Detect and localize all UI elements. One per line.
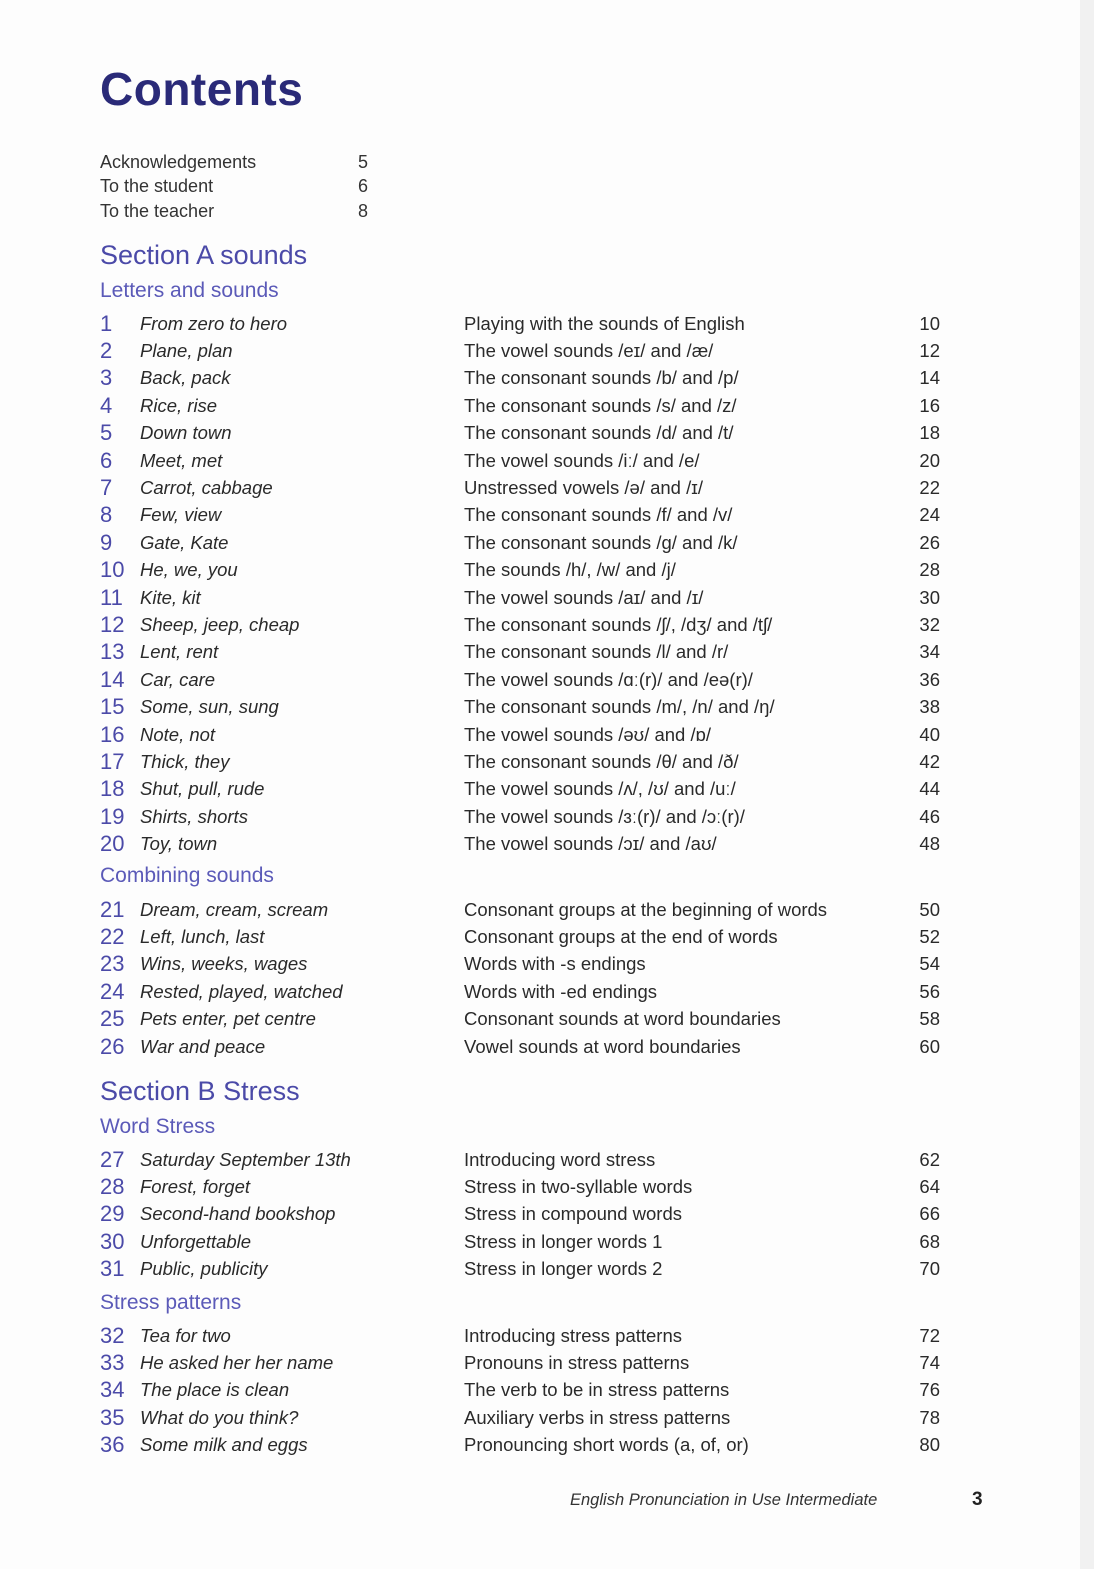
front-matter-page: 5 [358, 151, 369, 172]
unit-number: 22 [100, 924, 125, 950]
unit-description: Words with -s endings [464, 953, 646, 975]
unit-number: 30 [100, 1228, 125, 1254]
unit-number: 33 [100, 1350, 125, 1376]
group-title: Stress patterns [100, 1291, 242, 1314]
unit-page: 68 [919, 1230, 940, 1252]
unit-title: Plane, plan [140, 340, 233, 362]
unit-page: 16 [919, 394, 940, 416]
unit-title: Note, not [140, 723, 216, 745]
unit-number: 15 [100, 694, 125, 720]
unit-page: 74 [919, 1352, 940, 1374]
unit-page: 34 [919, 641, 940, 663]
unit-title: From zero to hero [140, 312, 288, 334]
unit-page: 40 [919, 723, 940, 745]
unit-title: Back, pack [140, 367, 231, 389]
unit-page: 30 [919, 586, 940, 608]
unit-row[interactable] [100, 831, 940, 858]
unit-description: Words with -ed endings [464, 980, 657, 1002]
unit-number: 25 [100, 1006, 125, 1032]
unit-title: Wins, weeks, wages [140, 953, 308, 975]
unit-title: War and peace [140, 1035, 266, 1057]
unit-title: Unforgettable [140, 1230, 252, 1252]
unit-number: 7 [100, 475, 113, 501]
unit-number: 21 [100, 896, 125, 922]
unit-row[interactable] [100, 310, 940, 337]
unit-title: Kite, kit [140, 586, 201, 608]
unit-title: Meet, met [140, 449, 223, 471]
unit-description: Playing with the sounds of English [464, 312, 745, 334]
unit-title: Shut, pull, rude [140, 778, 265, 800]
unit-row[interactable] [100, 1377, 940, 1404]
unit-title: Lent, rent [140, 641, 219, 663]
front-matter-item[interactable] [100, 199, 378, 224]
unit-page: 50 [919, 898, 940, 920]
unit-description: Stress in longer words 1 [464, 1230, 663, 1252]
unit-title: Pets enter, pet centre [140, 1008, 316, 1030]
unit-title: Left, lunch, last [140, 926, 265, 948]
unit-row[interactable] [100, 694, 940, 721]
front-matter-label: To the student [100, 176, 214, 197]
unit-number: 28 [100, 1174, 125, 1200]
unit-page: 10 [919, 312, 940, 334]
group-title: Word Stress [100, 1115, 216, 1138]
page-edge [1080, 0, 1094, 1569]
unit-description: The consonant sounds /m/, /n/ and /ŋ/ [464, 696, 775, 718]
unit-title: Rice, rise [140, 394, 218, 416]
group-title: Letters and sounds [100, 279, 279, 302]
footer-page-number: 3 [972, 1489, 983, 1510]
front-matter-page: 6 [358, 176, 369, 197]
unit-row[interactable] [100, 1201, 940, 1228]
unit-number: 3 [100, 365, 113, 391]
front-matter-list [100, 150, 378, 224]
unit-page: 38 [919, 696, 940, 718]
unit-row[interactable] [100, 584, 940, 611]
front-matter-item[interactable] [100, 150, 378, 175]
unit-row[interactable] [100, 529, 940, 556]
unit-number: 5 [100, 420, 113, 446]
unit-title: Thick, they [140, 751, 230, 773]
front-matter-item[interactable] [100, 175, 378, 200]
unit-title: Tea for two [140, 1324, 231, 1346]
unit-description: Unstressed vowels /ə/ and /ɪ/ [464, 477, 703, 499]
unit-row[interactable] [100, 896, 940, 923]
unit-description: Stress in longer words 2 [464, 1258, 663, 1280]
unit-description: Introducing stress patterns [464, 1324, 682, 1346]
unit-description: The vowel sounds /əʊ/ and /ɒ/ [464, 723, 712, 745]
unit-number: 19 [100, 803, 125, 829]
unit-number: 9 [100, 529, 113, 555]
unit-page: 12 [919, 340, 940, 362]
front-matter-page: 8 [358, 200, 369, 221]
unit-description: The consonant sounds /s/ and /z/ [464, 394, 737, 416]
unit-row[interactable] [100, 337, 940, 364]
unit-number: 18 [100, 776, 125, 802]
unit-page: 70 [919, 1258, 940, 1280]
unit-page: 66 [919, 1203, 940, 1225]
unit-page: 32 [919, 614, 940, 636]
unit-number: 32 [100, 1322, 125, 1348]
unit-row[interactable] [100, 1033, 940, 1060]
unit-title: He, we, you [140, 559, 238, 581]
unit-number: 26 [100, 1033, 125, 1059]
unit-number: 11 [100, 584, 123, 610]
unit-page: 80 [919, 1434, 940, 1456]
unit-page: 62 [919, 1148, 940, 1170]
unit-number: 17 [100, 749, 125, 775]
unit-page: 78 [919, 1406, 940, 1428]
unit-description: Stress in compound words [464, 1203, 682, 1225]
unit-title: Down town [140, 422, 232, 444]
unit-description: The consonant sounds /g/ and /k/ [464, 531, 738, 553]
unit-title: Gate, Kate [140, 531, 229, 553]
unit-page: 46 [919, 805, 940, 827]
unit-page: 36 [919, 668, 940, 690]
unit-number: 36 [100, 1432, 125, 1458]
unit-row[interactable] [100, 392, 940, 419]
unit-page: 20 [919, 449, 940, 471]
unit-description: The vowel sounds /eɪ/ and /æ/ [464, 340, 714, 362]
unit-row[interactable] [100, 1404, 940, 1431]
unit-number: 8 [100, 502, 113, 528]
unit-number: 4 [100, 392, 113, 418]
unit-row[interactable] [100, 420, 940, 447]
unit-description: The vowel sounds /ɑː(r)/ and /eə(r)/ [464, 668, 753, 690]
unit-row[interactable] [100, 666, 940, 693]
unit-row[interactable] [100, 951, 940, 978]
unit-row[interactable] [100, 1432, 940, 1459]
unit-title: Dream, cream, scream [140, 898, 329, 920]
unit-title: Car, care [140, 668, 216, 690]
unit-title: The place is clean [140, 1379, 290, 1401]
unit-title: He asked her her name [140, 1352, 334, 1374]
unit-row[interactable] [100, 978, 940, 1005]
unit-number: 1 [100, 310, 113, 336]
unit-title: Public, publicity [140, 1258, 268, 1280]
unit-page: 28 [919, 559, 940, 581]
footer-book-title: English Pronunciation in Use Intermediate [570, 1491, 878, 1509]
unit-row[interactable] [100, 1173, 940, 1200]
unit-page: 54 [919, 953, 940, 975]
unit-page: 26 [919, 531, 940, 553]
unit-number: 10 [100, 557, 125, 583]
unit-number: 34 [100, 1377, 125, 1403]
unit-row[interactable] [100, 1349, 940, 1376]
unit-description: Introducing word stress [464, 1148, 656, 1170]
unit-title: Toy, town [140, 833, 218, 855]
unit-description: Vowel sounds at word boundaries [464, 1035, 741, 1057]
section-title: Section B Stress [100, 1076, 300, 1106]
unit-title: Few, view [140, 504, 222, 526]
unit-description: Consonant groups at the beginning of words [464, 898, 828, 920]
unit-number: 24 [100, 978, 125, 1004]
unit-page: 14 [919, 367, 940, 389]
unit-row[interactable] [100, 1228, 940, 1255]
unit-number: 27 [100, 1146, 125, 1172]
unit-row[interactable] [100, 502, 940, 529]
unit-number: 29 [100, 1201, 125, 1227]
unit-number: 31 [100, 1256, 125, 1282]
unit-description: Consonant groups at the end of words [464, 926, 778, 948]
unit-title: Sheep, jeep, cheap [140, 614, 300, 636]
unit-title: Shirts, shorts [140, 805, 248, 827]
unit-description: Pronouncing short words (a, of, or) [464, 1434, 749, 1456]
unit-number: 14 [100, 666, 125, 692]
unit-description: The vowel sounds /ɔɪ/ and /aʊ/ [464, 833, 717, 855]
unit-page: 42 [919, 751, 940, 773]
unit-description: The sounds /h/, /w/ and /j/ [464, 559, 676, 581]
unit-number: 20 [100, 831, 125, 857]
front-matter-label: To the teacher [100, 200, 215, 221]
unit-row[interactable] [100, 639, 940, 666]
unit-row[interactable] [100, 447, 940, 474]
unit-row[interactable] [100, 1146, 940, 1173]
unit-page: 18 [919, 422, 940, 444]
unit-page: 72 [919, 1324, 940, 1346]
unit-page: 44 [919, 778, 940, 800]
unit-description: The vowel sounds /iː/ and /e/ [464, 449, 700, 471]
unit-page: 48 [919, 833, 940, 855]
unit-page: 76 [919, 1379, 940, 1401]
page-title: Contents [100, 63, 304, 115]
unit-row[interactable] [100, 474, 940, 501]
unit-title: Second-hand bookshop [140, 1203, 336, 1225]
unit-page: 52 [919, 926, 940, 948]
unit-description: The vowel sounds /ʌ/, /ʊ/ and /uː/ [464, 778, 736, 800]
unit-row[interactable] [100, 1256, 940, 1283]
unit-page: 22 [919, 477, 940, 499]
unit-description: The consonant sounds /d/ and /t/ [464, 422, 734, 444]
group-title: Combining sounds [100, 864, 274, 887]
unit-number: 6 [100, 447, 113, 473]
unit-row[interactable] [100, 611, 940, 638]
unit-title: Carrot, cabbage [140, 477, 273, 499]
front-matter-label: Acknowledgements [100, 151, 257, 172]
unit-description: The consonant sounds /θ/ and /ð/ [464, 751, 739, 773]
unit-number: 35 [100, 1404, 125, 1430]
unit-row[interactable] [100, 1322, 940, 1349]
unit-description: The consonant sounds /l/ and /r/ [464, 641, 729, 663]
unit-page: 56 [919, 980, 940, 1002]
section-title: Section A sounds [100, 240, 308, 270]
unit-number: 23 [100, 951, 125, 977]
unit-description: Stress in two-syllable words [464, 1176, 693, 1198]
unit-row[interactable] [100, 1006, 940, 1033]
unit-row[interactable] [100, 557, 940, 584]
unit-description: The vowel sounds /ɜː(r)/ and /ɔː(r)/ [464, 805, 745, 827]
unit-description: The consonant sounds /f/ and /v/ [464, 504, 733, 526]
unit-title: Saturday September 13th [140, 1148, 351, 1170]
unit-number: 13 [100, 639, 125, 665]
unit-title: Forest, forget [140, 1176, 251, 1198]
unit-page: 58 [919, 1008, 940, 1030]
unit-row[interactable] [100, 721, 940, 748]
unit-title: Some, sun, sung [140, 696, 279, 718]
unit-page: 60 [919, 1035, 940, 1057]
unit-row[interactable] [100, 776, 940, 803]
unit-title: What do you think? [140, 1406, 299, 1428]
unit-description: Pronouns in stress patterns [464, 1352, 690, 1374]
unit-title: Some milk and eggs [140, 1434, 308, 1456]
unit-description: Consonant sounds at word boundaries [464, 1008, 781, 1030]
unit-page: 64 [919, 1176, 940, 1198]
unit-description: The vowel sounds /aɪ/ and /ɪ/ [464, 586, 704, 608]
unit-number: 16 [100, 721, 125, 747]
unit-description: The consonant sounds /ʃ/, /dʒ/ and /tʃ/ [464, 614, 773, 636]
unit-row[interactable] [100, 803, 940, 830]
unit-description: The consonant sounds /b/ and /p/ [464, 367, 739, 389]
unit-description: The verb to be in stress patterns [464, 1379, 730, 1401]
unit-number: 12 [100, 612, 125, 638]
unit-row[interactable] [100, 923, 940, 950]
unit-number: 2 [100, 338, 113, 364]
unit-row[interactable] [100, 748, 940, 775]
unit-page: 24 [919, 504, 940, 526]
unit-description: Auxiliary verbs in stress patterns [464, 1406, 731, 1428]
unit-row[interactable] [100, 365, 940, 392]
unit-title: Rested, played, watched [140, 980, 343, 1002]
